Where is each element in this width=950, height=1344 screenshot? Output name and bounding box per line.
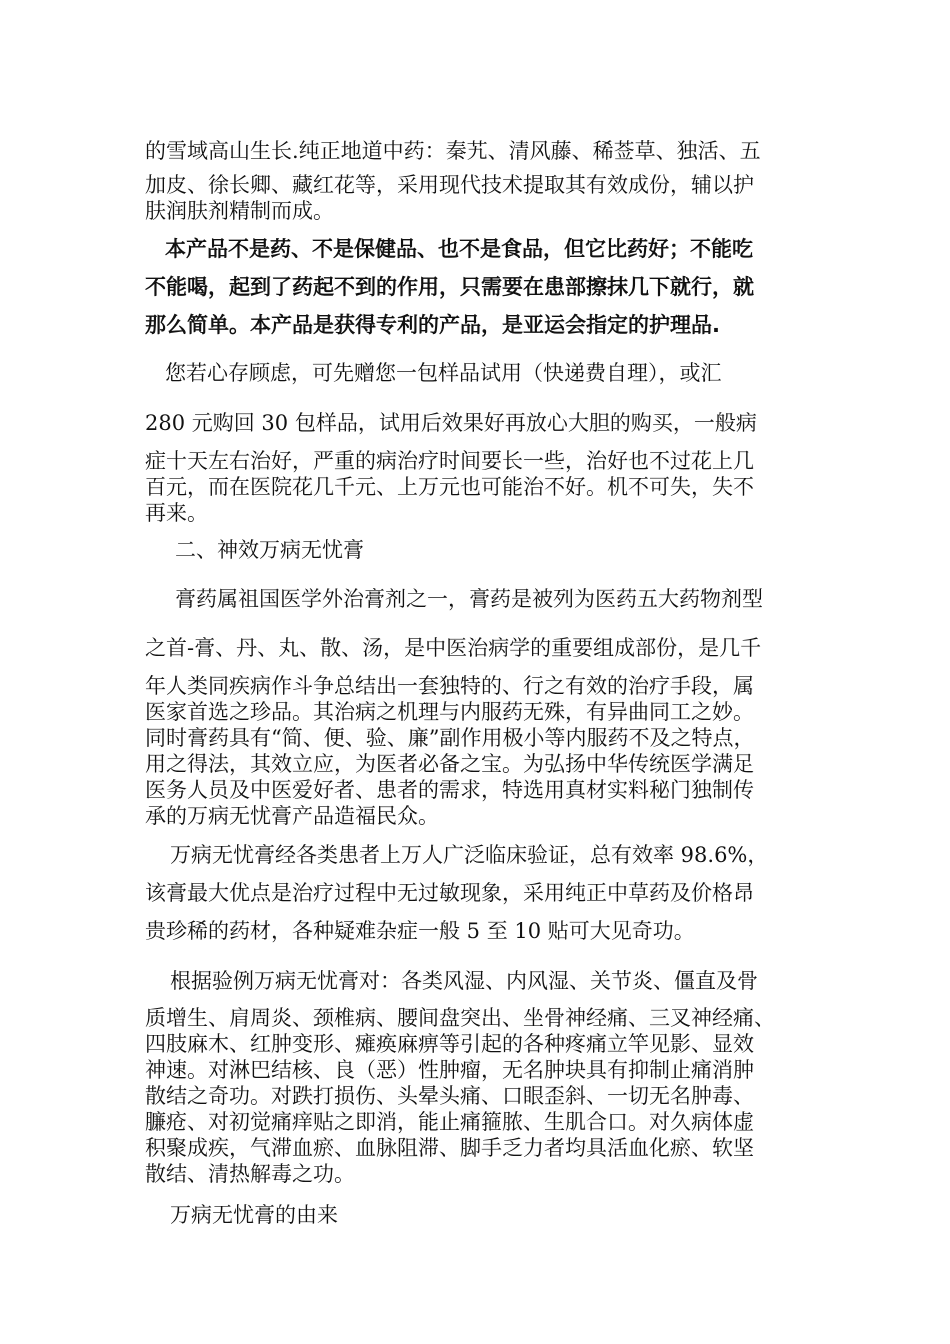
section-heading: 二、神效万病无忧膏 — [175, 538, 364, 562]
text-line: 万病无忧膏经各类患者上万人广泛临床验证，总有效率 98.6%， — [170, 843, 769, 867]
bold-text-line: 本产品不是药、不是保健品、也不是食品，但它比药好；不能吃 — [165, 237, 753, 261]
text-line: 之首-膏、丹、丸、散、汤，是中医治病学的重要组成部份，是几千 — [145, 636, 762, 660]
text-line: 臁疮、对初觉痛痒贴之即消，能止痛箍脓、生肌合口。对久病体虚 — [145, 1110, 754, 1134]
text-line: 肤润肤剂精制而成。 — [145, 199, 334, 223]
text-line: 神速。对淋巴结核、良（恶）性肿瘤，无名肿块具有抑制止痛消肿 — [145, 1058, 754, 1082]
text-line: 年人类同疾病作斗争总结出一套独特的、行之有效的治疗手段，属 — [145, 674, 754, 698]
text-line: 症十天左右治好，严重的病治疗时间要长一些，治好也不过花上几 — [145, 449, 754, 473]
text-line: 用之得法，其效立应，为医者必备之宝。为弘扬中华传统医学满足 — [145, 752, 754, 776]
text-line: 散结、清热解毒之功。 — [145, 1162, 355, 1186]
text-line: 质增生、肩周炎、颈椎病、腰间盘突出、坐骨神经痛、三叉神经痛、 — [145, 1006, 775, 1030]
bold-text-line: 那么简单。本产品是获得专利的产品，是亚运会指定的护理品. — [145, 313, 720, 337]
text-line: 的雪域高山生长.纯正地道中药：秦艽、清风藤、稀莶草、独活、五 — [145, 139, 761, 163]
text-line: 同时膏药具有“简、便、验、廉”副作用极小等内服药不及之特点， — [145, 726, 755, 750]
text-line: 贵珍稀的药材，各种疑难杂症一般 5 至 10 贴可大见奇功。 — [145, 919, 695, 943]
text-line: 医家首选之珍品。其治病之机理与内服药无殊，有异曲同工之妙。 — [145, 700, 754, 724]
text-line: 四肢麻木、红肿变形、瘫痪麻痹等引起的各种疼痛立竿见影、显效 — [145, 1032, 754, 1056]
text-line: 280 元购回 30 包样品，试用后效果好再放心大胆的购买，一般病 — [145, 411, 757, 435]
text-line: 您若心存顾虑，可先赠您一包样品试用（快递费自理），或汇 — [165, 361, 722, 385]
text-line: 百元，而在医院花几千元、上万元也可能治不好。机不可失，失不 — [145, 475, 754, 499]
text-line: 散结之奇功。对跌打损伤、头晕头痛、口眼歪斜、一切无名肿毒、 — [145, 1084, 754, 1108]
text-line: 积聚成疾，气滞血瘀、血脉阻滞、脚手乏力者均具活血化瘀、软坚 — [145, 1136, 754, 1160]
subsection-heading: 万病无忧膏的由来 — [170, 1203, 338, 1227]
text-line: 该膏最大优点是治疗过程中无过敏现象，采用纯正中草药及价格昂 — [145, 881, 754, 905]
text-line: 加皮、徐长卿、藏红花等，采用现代技术提取其有效成份，辅以护 — [145, 173, 754, 197]
text-line: 承的万病无忧膏产品造福民众。 — [145, 804, 439, 828]
text-line: 膏药属祖国医学外治膏剂之一，膏药是被列为医药五大药物剂型 — [175, 587, 763, 611]
bold-text-line: 不能喝，起到了药起不到的作用，只需要在患部擦抹几下就行，就 — [145, 275, 754, 299]
text-line: 医务人员及中医爱好者、患者的需求，特选用真材实料秘门独制传 — [145, 778, 754, 802]
text-line: 再来。 — [145, 501, 208, 525]
text-line: 根据验例万病无忧膏对：各类风湿、内风湿、关节炎、僵直及骨 — [170, 969, 758, 993]
